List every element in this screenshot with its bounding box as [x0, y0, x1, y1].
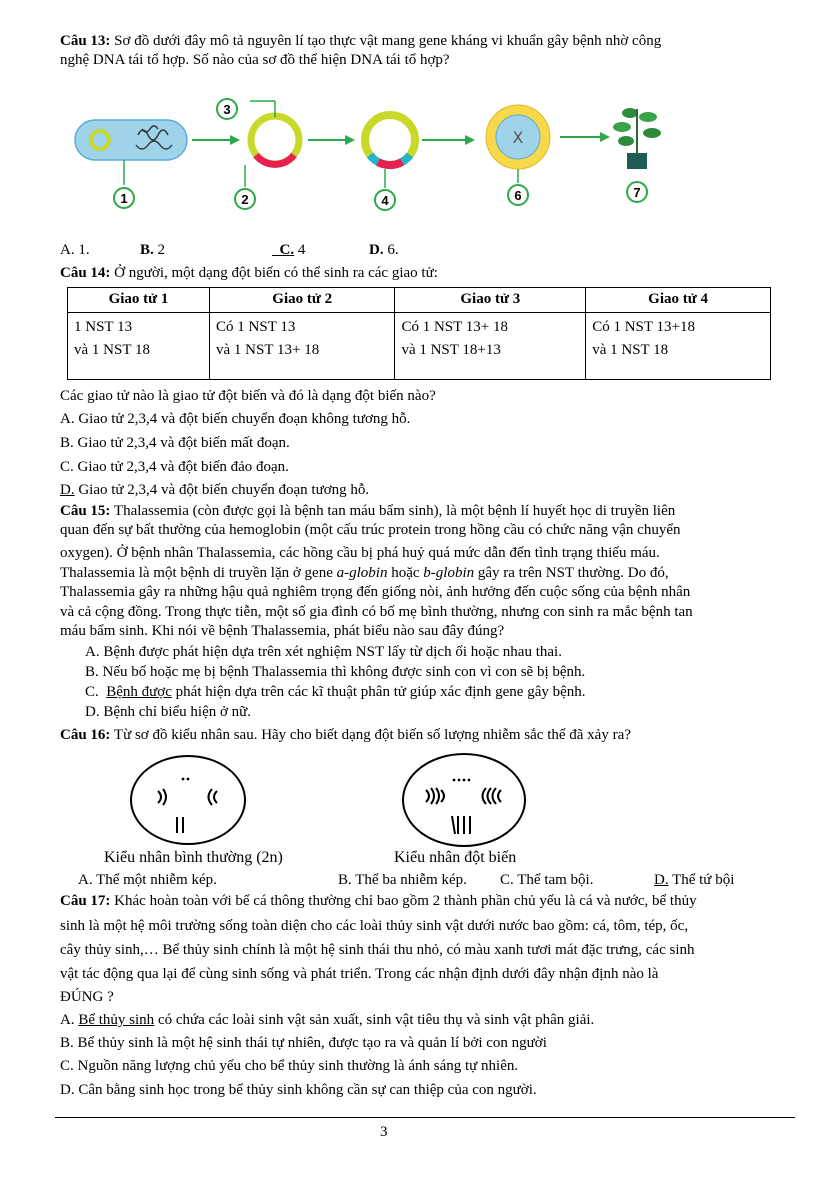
q15-line6: và cả cộng đồng. Trong thực tiễn, một số gia đình có bố mẹ bình thường, nhưng con sinh ra mắc bệnh tan	[60, 604, 693, 620]
table-cell: Có 1 NST 13+ 18 và 1 NST 18+13	[395, 313, 586, 380]
table-header: Giao tử 1	[68, 288, 210, 313]
q15-option-a[interactable]: A. Bệnh được phát hiện dựa trên xét nghiệm NST lấy từ dịch ối hoặc nhau thai.	[85, 644, 562, 660]
svg-text:4: 4	[381, 193, 389, 208]
q16-option-d[interactable]: D. Thể tứ bội	[654, 872, 735, 888]
q13-label: Câu 13:	[60, 33, 111, 49]
q13-option-a[interactable]: A. 1.	[60, 242, 90, 258]
q13-option-b[interactable]: B. 2	[140, 242, 166, 258]
table-header: Giao tử 3	[395, 288, 586, 313]
q15-line5: Thalassemia gây ra những hậu quả nghiêm trọng đến giống nòi, ảnh hưởng đến cuộc sống của bệnh nhân	[60, 584, 691, 600]
table-cell: 1 NST 13 và 1 NST 18	[68, 313, 210, 380]
q15-option-b[interactable]: B. Nếu bố hoặc mẹ bị bệnh Thalassemia thì không được sinh con vì con sẽ bị bệnh.	[85, 664, 586, 680]
svg-text:1: 1	[120, 191, 128, 206]
caption-normal-karyotype: Kiểu nhân bình thường (2n)	[104, 849, 283, 866]
svg-text:6: 6	[514, 188, 522, 203]
q13-option-d[interactable]: D. 6.	[369, 242, 399, 258]
karyotype-mutant	[400, 750, 528, 850]
q13-line2: nghệ DNA tái tổ hợp. Số nào của sơ đồ thể hiện DNA tái tổ hợp?	[60, 52, 450, 68]
q14-question: Các giao tử nào là giao tử đột biến và đó là dạng đột biến nào?	[60, 388, 436, 404]
table-header: Giao tử 2	[210, 288, 395, 313]
q15-line3: oxygen). Ở bệnh nhân Thalassemia, các hồng cầu bị phá huỷ quá mức dẫn đến tình trạng thiếu máu.	[60, 545, 660, 561]
table-cell: Có 1 NST 13 và 1 NST 13+ 18	[210, 313, 395, 380]
q15-line1: Câu 15: Thalassemia (còn được gọi là bệnh tan máu bẩm sinh), là một bệnh lí huyết học di truyền liên	[60, 503, 676, 519]
q14-option-a[interactable]: A. Giao tử 2,3,4 và đột biến chuyển đoạn không tương hỗ.	[60, 411, 411, 427]
table-cell: Có 1 NST 13+18 và 1 NST 18	[586, 313, 771, 380]
q16-option-c[interactable]: C. Thể tam bội.	[500, 872, 594, 888]
svg-text:2: 2	[241, 192, 249, 207]
q14-line: Câu 14: Ở người, một dạng đột biến có thể sinh ra các giao tử:	[60, 265, 438, 281]
q14-option-d[interactable]: D. Giao tử 2,3,4 và đột biến chuyển đoạn tương hỗ.	[60, 482, 370, 498]
karyotype-normal	[128, 753, 248, 848]
q15-line2: quan đến sự bất thường của hemoglobin (một cấu trúc protein trong hồng cầu có chức năng vận chuyển	[60, 522, 681, 538]
q17-option-a[interactable]: A. Bể thủy sinh có chứa các loài sinh vật sản xuất, sinh vật tiêu thụ và sinh vật phân giải.	[60, 1012, 595, 1028]
q17-option-d[interactable]: D. Cân bằng sinh học trong bể thủy sinh không cần sự can thiệp của con người.	[60, 1082, 537, 1098]
q16-option-a[interactable]: A. Thể một nhiễm kép.	[78, 872, 217, 888]
q17-line4: vật tác động qua lại để cùng sinh sống và phát triển. Trong các nhận định dưới đây nhận định nào là	[60, 966, 659, 982]
table-header: Giao tử 4	[586, 288, 771, 313]
q14-option-b[interactable]: B. Giao tử 2,3,4 và đột biến mất đoạn.	[60, 435, 290, 451]
q16-option-b[interactable]: B. Thể ba nhiễm kép.	[338, 872, 467, 888]
svg-text:3: 3	[223, 102, 231, 117]
svg-text:Ⅹ: Ⅹ	[512, 130, 524, 147]
transgenic-plant	[613, 108, 661, 169]
recombinant-dna-diagram	[70, 95, 670, 220]
q15-line4: Thalassemia là một bệnh di truyền lặn ở gene a-globin hoặc b-globin gây ra trên NST thường. Do đó,	[60, 565, 669, 581]
q17-option-b[interactable]: B. Bể thủy sinh là một hệ sinh thái tự nhiên, được tạo ra và quản lí bởi con người	[60, 1035, 547, 1051]
svg-text:7: 7	[633, 185, 641, 200]
q17-line3: cây thủy sinh,… Bể thủy sinh chính là một hệ sinh thái thu nhỏ, có màu xanh tươi mát đặc trưng, các sinh	[60, 942, 695, 958]
q13-option-c[interactable]: C. 4	[279, 242, 306, 258]
q17-line2: sinh là một hệ môi trường sống toàn diện cho các loài thủy sinh vật dưới nước bao gồm: cá, tôm, tép, ốc,	[60, 918, 689, 934]
caption-mutant-karyotype: Kiểu nhân đột biến	[394, 849, 517, 866]
q17-option-c[interactable]: C. Nguồn năng lượng chủ yếu cho bể thủy sinh thường là ánh sáng tự nhiên.	[60, 1058, 519, 1074]
q13-line1: Câu 13: Sơ đồ dưới đây mô tả nguyên lí tạo thực vật mang gene kháng vi khuẩn gây bệnh nhờ công	[60, 33, 662, 49]
q14-option-c[interactable]: C. Giao tử 2,3,4 và đột biến đảo đoạn.	[60, 459, 289, 475]
q17-line5: ĐÚNG ?	[60, 989, 114, 1005]
q15-option-c[interactable]: C. Bệnh được phát hiện dựa trên các kĩ thuật phân tử giúp xác định gene gây bệnh.	[85, 684, 586, 700]
footer-rule	[55, 1117, 795, 1118]
gamete-table	[67, 287, 771, 380]
q16-line: Câu 16: Từ sơ đồ kiểu nhân sau. Hãy cho biết dạng đột biến số lượng nhiễm sắc thể đã xảy ra?	[60, 727, 631, 743]
q17-line1: Câu 17: Khác hoàn toàn với bể cá thông thường chỉ bao gồm 2 thành phần chủ yếu là cá và nước, bể thủy	[60, 893, 697, 909]
q15-option-d[interactable]: D. Bệnh chỉ biểu hiện ở nữ.	[85, 704, 252, 720]
q15-line7: máu bẩm sinh. Khi nói về bệnh Thalassemia, phát biểu nào sau đây đúng?	[60, 623, 505, 639]
page-number: 3	[380, 1124, 388, 1140]
